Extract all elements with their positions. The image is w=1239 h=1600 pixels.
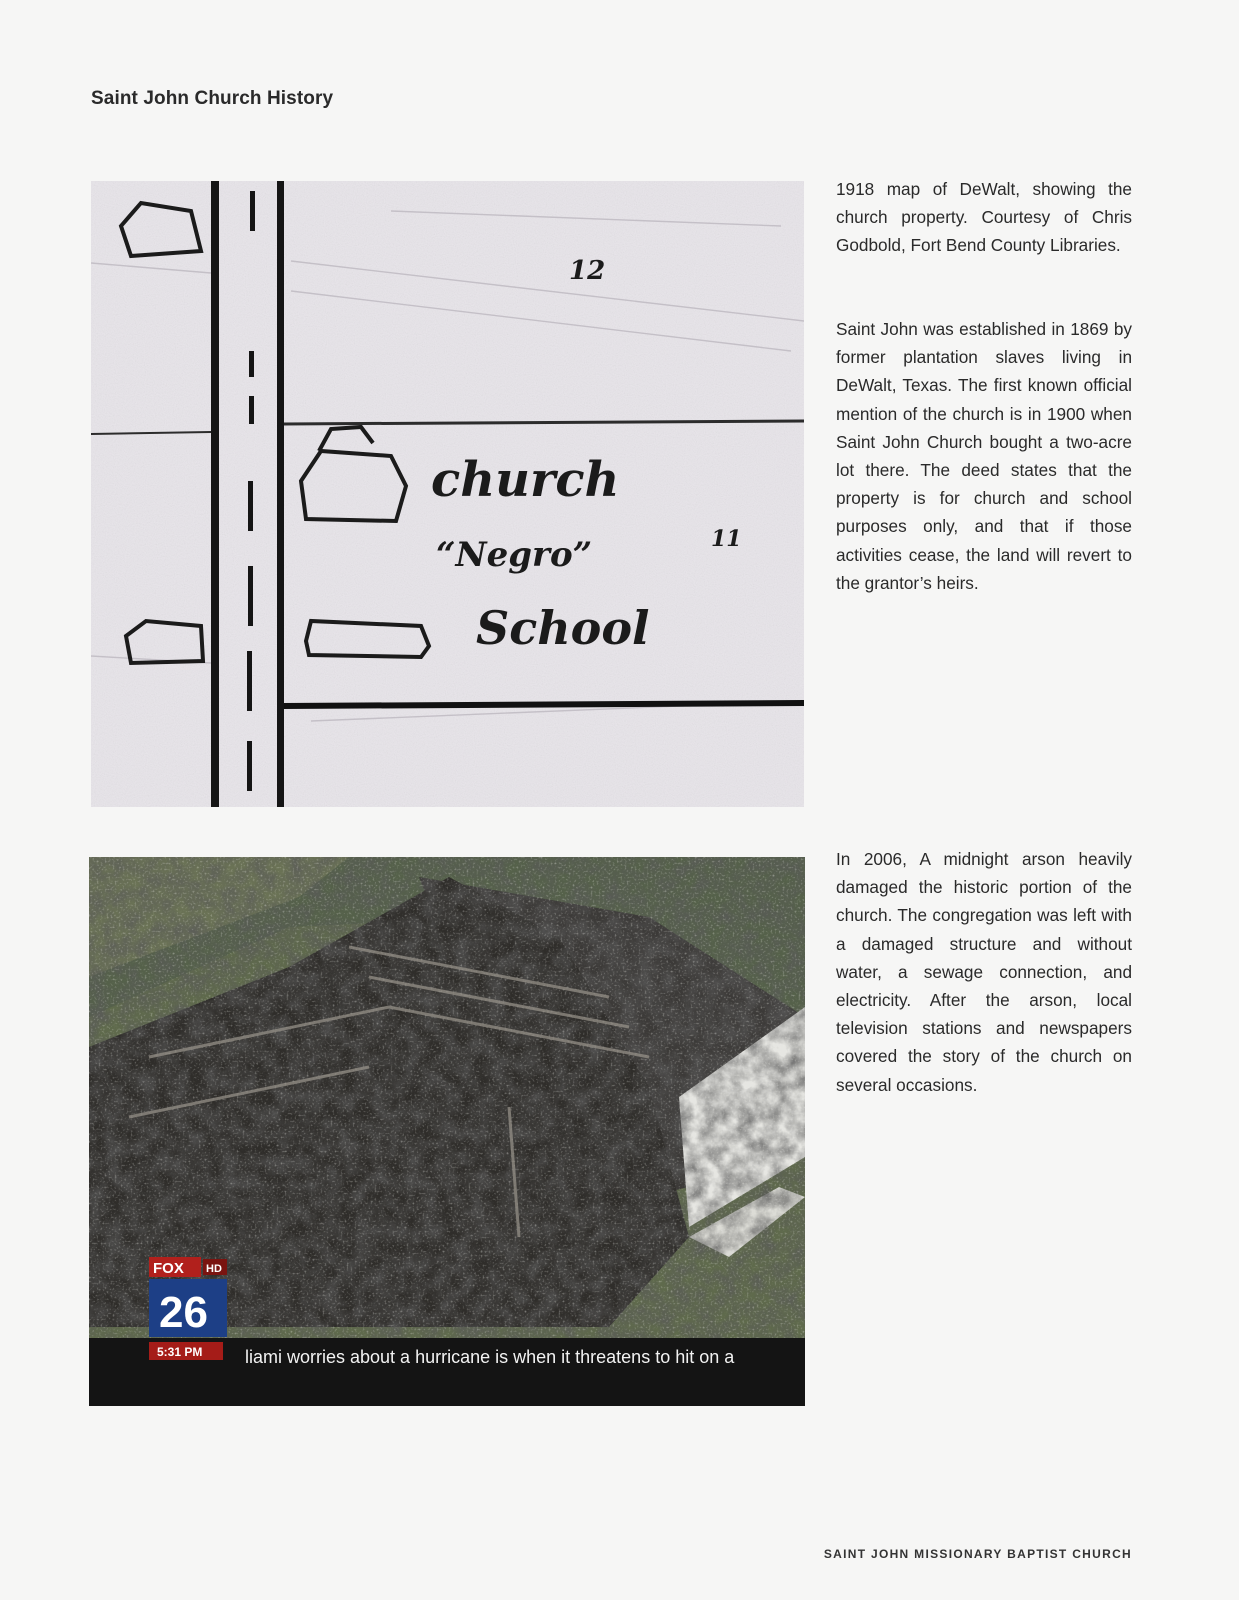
news-ticker: liami worries about a hurricane is when it threatens to hit on a [245, 1347, 735, 1367]
map-caption: 1918 map of DeWalt, showing the church property. Courtesy of Chris Godbold, Fort Bend County Libraries. [836, 179, 1132, 256]
map-label-lot-number-2: 11 [711, 526, 742, 552]
map-drawing [91, 181, 804, 807]
fox-logo: FOX [153, 1260, 184, 1277]
page-title: Saint John Church History [91, 88, 334, 109]
map-label-church: church [431, 452, 620, 508]
page-footer: SAINT JOHN MISSIONARY BAPTIST CHURCH [823, 1547, 1132, 1561]
hd-badge: HD [206, 1263, 222, 1275]
history-paragraph: Saint John was established in 1869 by former plantation slaves living in DeWalt, Texas. The first known official mention of the church is in 1900 when Saint John Church bought a two-acre lot there. The deed states that the property is for church and school purposes only, and that if those activities cease, the land will revert to the grantor’s heirs. [836, 319, 1132, 593]
channel-number: 26 [159, 1288, 208, 1337]
map-label-lot-number: 12 [569, 256, 606, 286]
arson-paragraph: In 2006, A midnight arson heavily damaged the historic portion of the church. The congregation was left with a damaged structure and without water, a sewage connection, and electricity. After the arson, local television stations and newspapers covered the story of the church on several occasions. [836, 849, 1132, 1095]
news-still-drawing [89, 857, 805, 1406]
historic-map-image [91, 181, 804, 807]
broadcast-time: 5:31 PM [157, 1345, 203, 1359]
arson-news-image [89, 857, 805, 1406]
map-label-negro: “Negro” [436, 535, 593, 575]
map-label-school: School [476, 601, 650, 655]
